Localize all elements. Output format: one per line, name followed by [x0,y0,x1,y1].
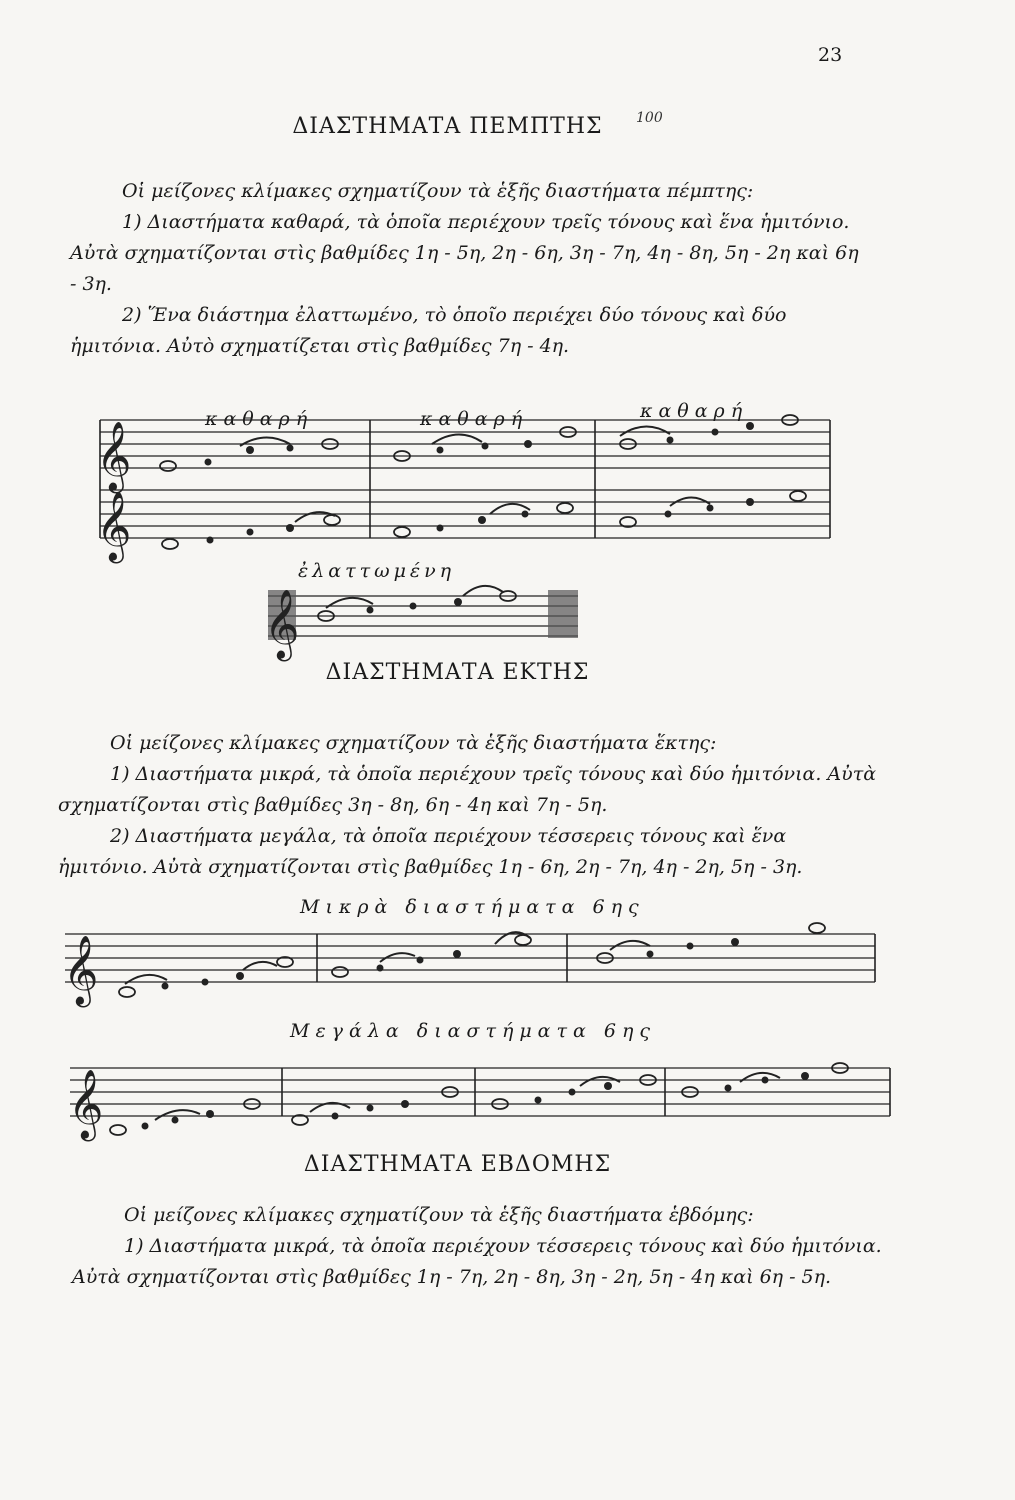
label-pure-2: καθαρή [420,408,529,430]
label-minor-sixths: Μικρὰ διαστήματα 6ης [300,896,645,918]
treble-clef-icon: 𝄞 [264,589,300,659]
diminished-staff [258,590,588,660]
section-sixths-title: ΔΙΑΣΤΗΜΑΤΑ ΕΚΤΗΣ [325,660,590,685]
sixths-item-1: 1) Διαστήματα μικρά, τὰ ὁποῖα περιέχουν τρεῖς τόνους καὶ δύο ἡμιτόνια. Αὐτὰ σχηματίζονται στὶς βαθμίδες 3η - 8η, 6η - 4η καὶ 7η - 5η. [58,763,877,816]
fifths-text [70,176,870,362]
library-stamp: 100 [636,110,663,126]
page-number: 23 [818,44,843,66]
staff-lower [100,490,830,538]
minor-sixths-staff [55,928,885,1008]
treble-clef-icon: 𝄞 [96,491,132,561]
section-sevenths-title: ΔΙΑΣΤΗΜΑΤΑ ΕΒΔΟΜΗΣ [303,1152,612,1177]
fifths-intro: Οἱ μείζονες κλίμακες σχηματίζουν τὰ ἑξῆς διαστήματα πέμπτης: [122,180,754,202]
treble-clef-icon: 𝄞 [63,935,99,1005]
major-sixths-staff [60,1062,900,1142]
fifths-item-2: 2) Ἕνα διάστημα ἐλαττωμένο, τὸ ὁποῖο περιέχει δύο τόνους καὶ δύο ἡμιτόνια. Αὐτὸ σχηματίζεται στὶς βαθμίδες 7η - 4η. [70,304,787,357]
sevenths-item-1: 1) Διαστήματα μικρά, τὰ ὁποῖα περιέχουν τέσσερεις τόνους καὶ δύο ἡμιτόνια. Αὐτὰ σχηματίζονται στὶς βαθμίδες 1η - 7η, 2η - 8η, 3η - 2η, 5η - 4η καὶ 6η - 5η. [72,1235,882,1288]
sixths-item-2: 2) Διαστήματα μεγάλα, τὰ ὁποῖα περιέχουν τέσσερεις τόνους καὶ ἕνα ἡμιτόνιο. Αὐτὰ σχηματίζονται στὶς βαθμίδες 1η - 6η, 2η - 7η, 4η - 2η, 5η - 3η. [58,825,803,878]
label-pure-3: καθαρή [640,400,749,422]
treble-clef-icon: 𝄞 [68,1069,104,1139]
sixths-intro: Οἱ μείζονες κλίμακες σχηματίζουν τὰ ἑξῆς διαστήματα ἕκτης: [110,732,717,754]
sevenths-text [72,1200,892,1293]
section-fifths-title: ΔΙΑΣΤΗΜΑΤΑ ΠΕΜΠΤΗΣ [292,114,603,139]
sevenths-intro: Οἱ μείζονες κλίμακες σχηματίζουν τὰ ἑξῆς διαστήματα ἑβδόμης: [124,1204,754,1226]
label-major-sixths: Μεγάλα διαστήματα 6ης [290,1020,657,1042]
label-pure-1: καθαρή [205,408,314,430]
fifths-staff-system [90,410,850,580]
label-diminished: ἐλαττωμένη [298,560,456,582]
treble-clef-icon: 𝄞 [96,421,132,491]
fifths-item-1: 1) Διαστήματα καθαρά, τὰ ὁποῖα περιέχουν τρεῖς τόνους καὶ ἕνα ἡμιτόνιο. Αὐτὰ σχηματίζονται στὶς βαθμίδες 1η - 5η, 2η - 6η, 3η - 7η, 4η - 8η, 5η - 2η καὶ 6η - 3η. [70,211,859,295]
sixths-text [58,728,878,883]
